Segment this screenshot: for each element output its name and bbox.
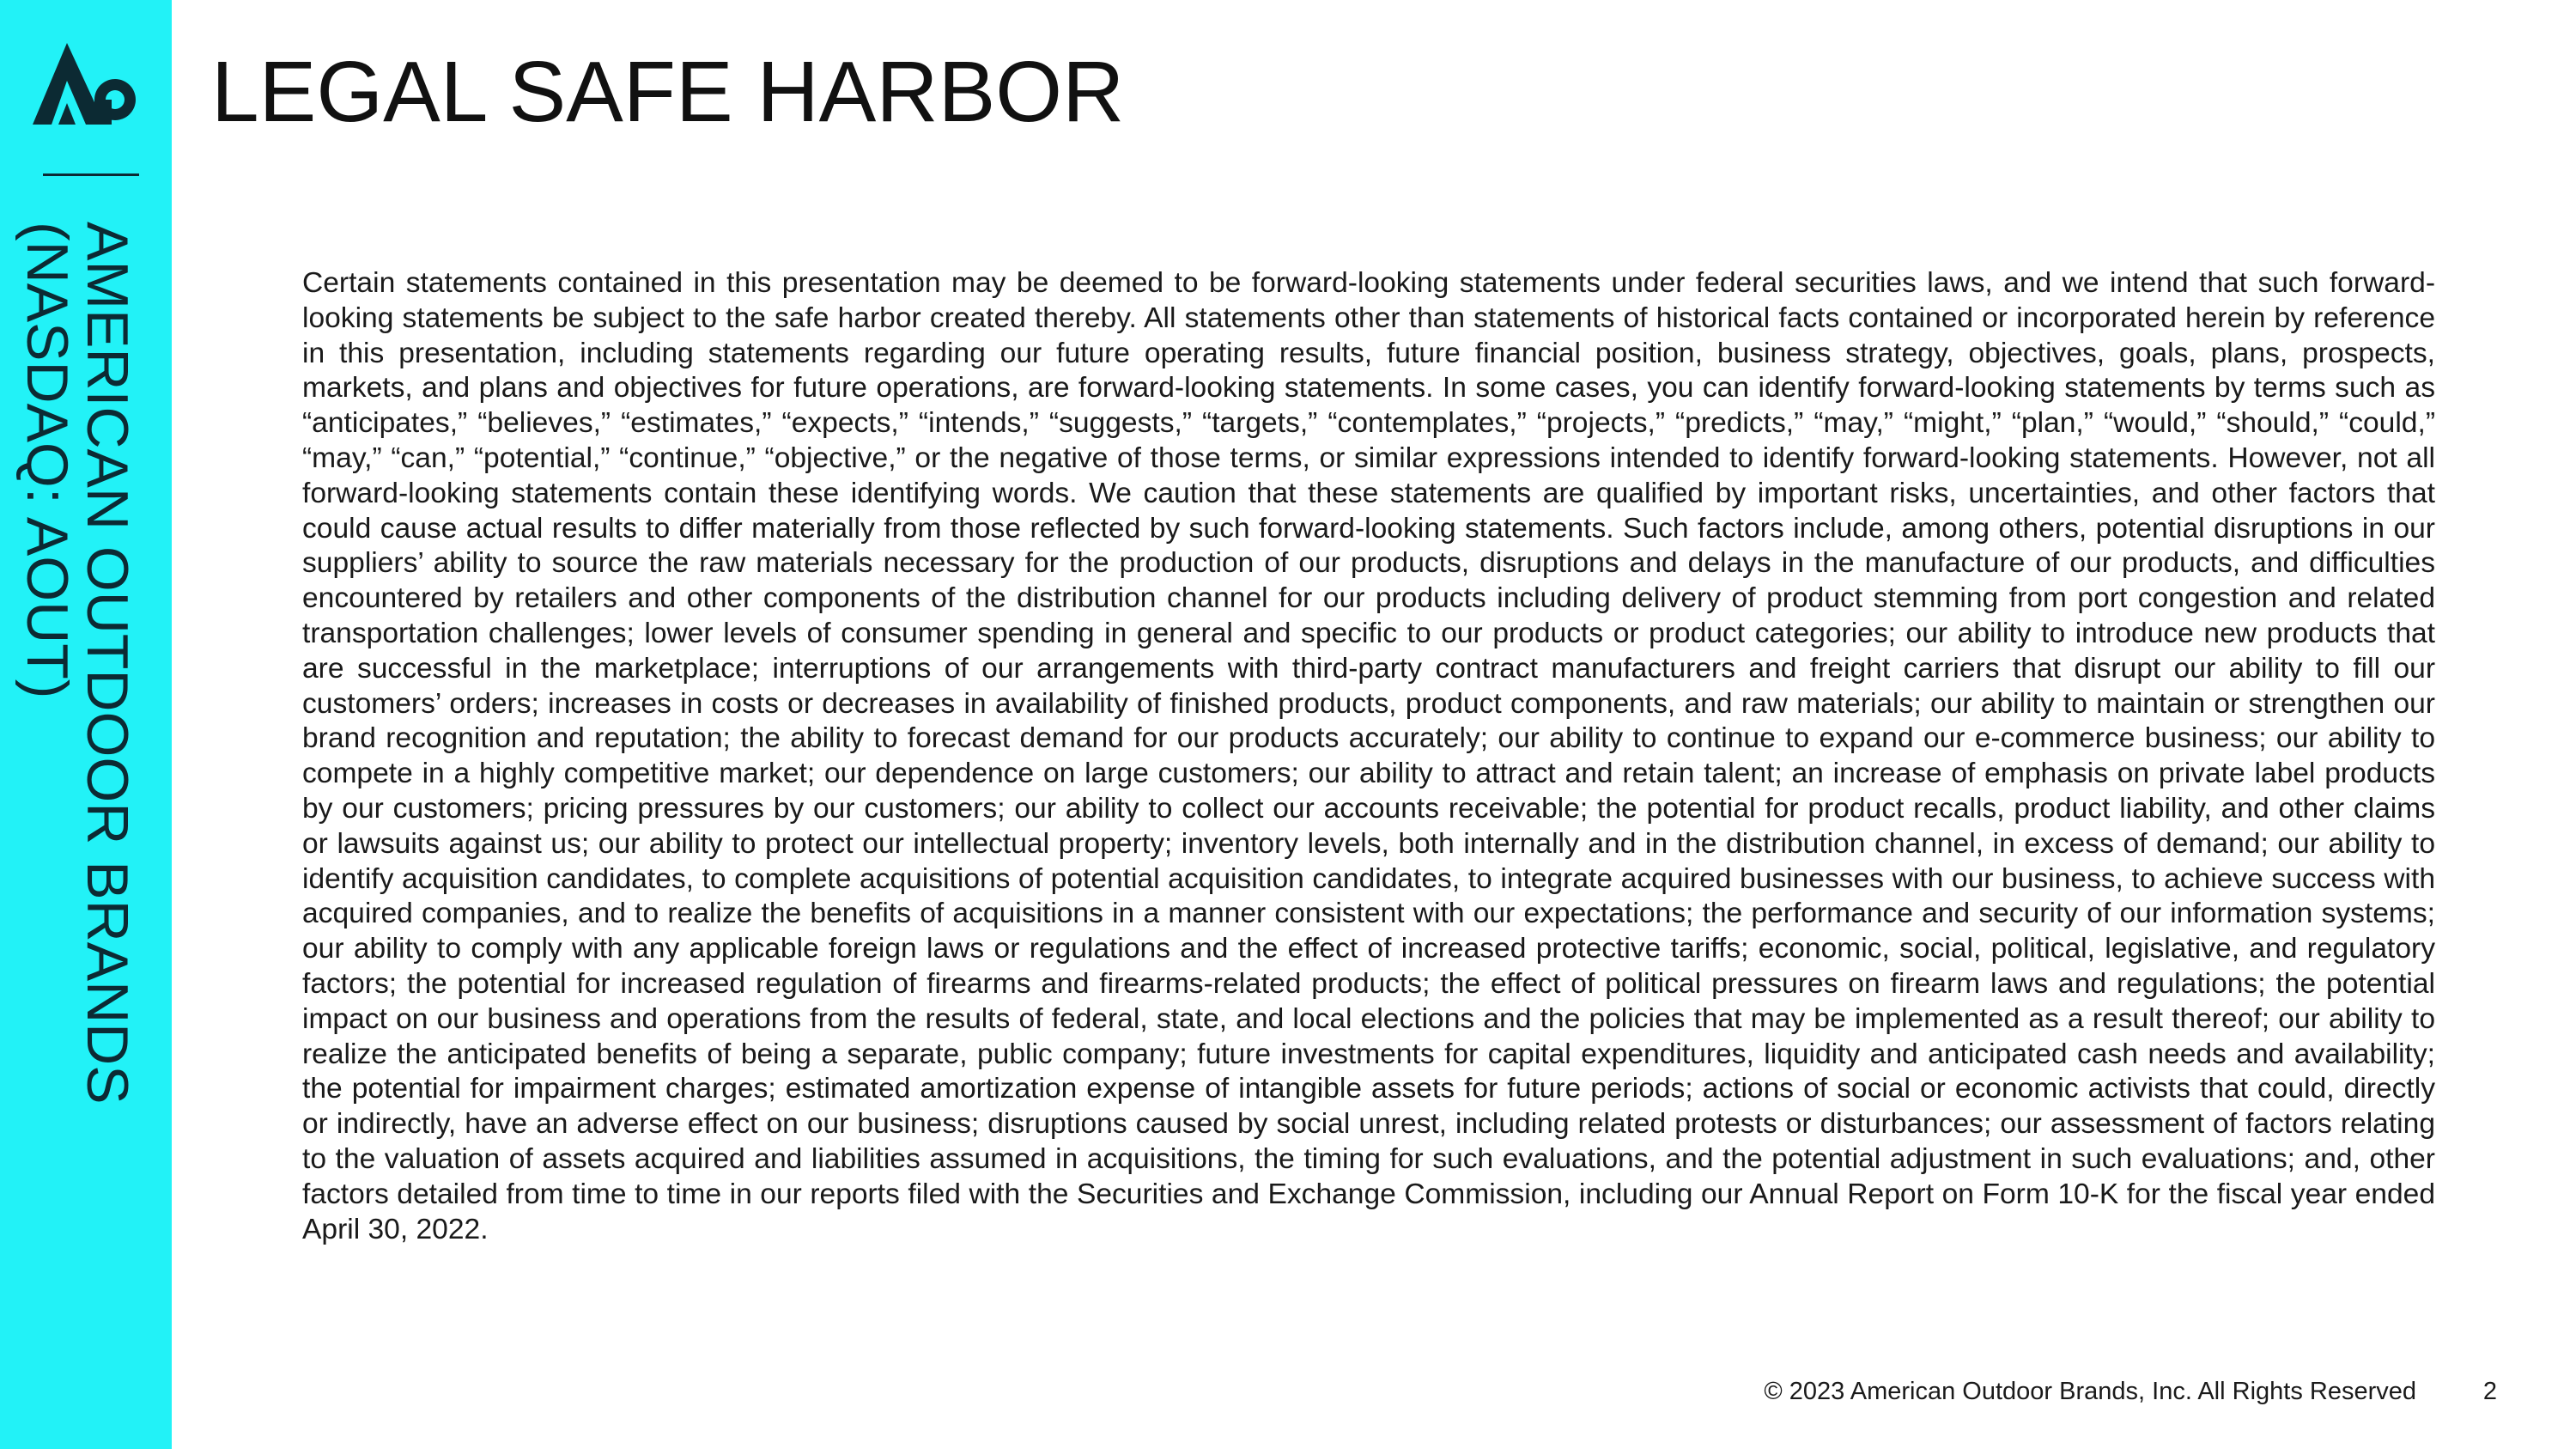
- sidebar: [0, 0, 172, 1449]
- legal-disclaimer-text: Certain statements contained in this presentation may be deemed to be forward-looking statements under federal securities laws, and we intend that such forward-looking statements be subject to the safe harbor created thereby. All statements other than statements of historical facts contained or incorporated herein by reference in this presentation, including statements regarding our future operating results, future financial position, business strategy, objectives, goals, plans, prospects, markets, and plans and objectives for future operations, are forward-looking statements. In some cases, you can identify forward-looking statements by terms such as “anticipates,” “believes,” “estimates,” “expects,” “intends,” “suggests,” “targets,” “contemplates,” “projects,” “predicts,” “may,” “might,” “plan,” “would,” “should,” “could,” “may,” “can,” “potential,” “continue,” “objective,” or the negative of those terms, or similar expressions intended to identify forward-looking statements. However, not all forward-looking statements contain these identifying words. We caution that these statements are qualified by important risks, uncertainties, and other factors that could cause actual results to differ materially from those reflected by such forward-looking statements. Such factors include, among others, potential disruptions in our suppliers’ ability to source the raw materials necessary for the production of our products, disruptions and delays in the manufacture of our products, and difficulties encountered by retailers and other components of the distribution channel for our products including delivery of product stemming from port congestion and related transportation challenges; lower levels of consumer spending in general and specific to our products or product categories; our ability to introduce new products that are successful in the marketplace; interruptions of our arrangements with third-party contract manufacturers and freight carriers that disrupt our ability to fill our customers’ orders; increases in costs or decreases in availability of finished products, product components, and raw materials; our ability to maintain or strengthen our brand recognition and reputation; the ability to forecast demand for our products accurately; our ability to continue to expand our e-commerce business; our ability to compete in a highly competitive market; our dependence on large customers; our ability to attract and retain talent; an increase of emphasis on private label products by our customers; pricing pressures by our customers; our ability to collect our accounts receivable; the potential for product recalls, product liability, and other claims or lawsuits against us; our ability to protect our intellectual property; inventory levels, both internally and in the distribution channel, in excess of demand; our ability to identify acquisition candidates, to complete acquisitions of potential acquisition candidates, to integrate acquired businesses with our business, to achieve success with acquired companies, and to realize the benefits of acquisitions in a manner consistent with our expectations; the performance and security of our information systems; our ability to comply with any applicable foreign laws or regulations and the effect of increased protective tariffs; economic, social, political, legislative, and regulatory factors; the potential for increased regulation of firearms and firearms-related products; the effect of political pressures on firearm laws and regulations; the potential impact on our business and operations from the results of federal, state, and local elections and the policies that may be implemented as a result thereof; our ability to realize the anticipated benefits of being a separate, public company; future investments for capital expenditures, liquidity and anticipated cash needs and availability; the potential for impairment charges; estimated amortization expense of intangible assets for future periods; actions of social or economic activists that could, directly or indirectly, have an adverse effect on our business; disruptions caused by social unrest, including related protests or disturbances; our assessment of factors relating to the valuation of assets acquired and liabilities assumed in acquisitions, the timing for such evaluations, and the potential adjustment in such evaluations; and, other factors detailed from time to time in our reports filed with the Securities and Exchange Commission, including our Annual Report on Form 10-K for the fiscal year ended April 30, 2022.: [302, 267, 2435, 1245]
- sidebar-divider: [43, 174, 139, 176]
- page-title: LEGAL SAFE HARBOR: [211, 44, 1125, 140]
- brand-logo-icon: [33, 43, 139, 125]
- page-number: 2: [2482, 1378, 2497, 1405]
- company-name-vertical: AMERICAN OUTDOOR BRANDS (NASDAQ: AOUT): [15, 222, 140, 1105]
- footer-copyright: © 2023 American Outdoor Brands, Inc. All Rights Reserved: [1764, 1378, 2416, 1405]
